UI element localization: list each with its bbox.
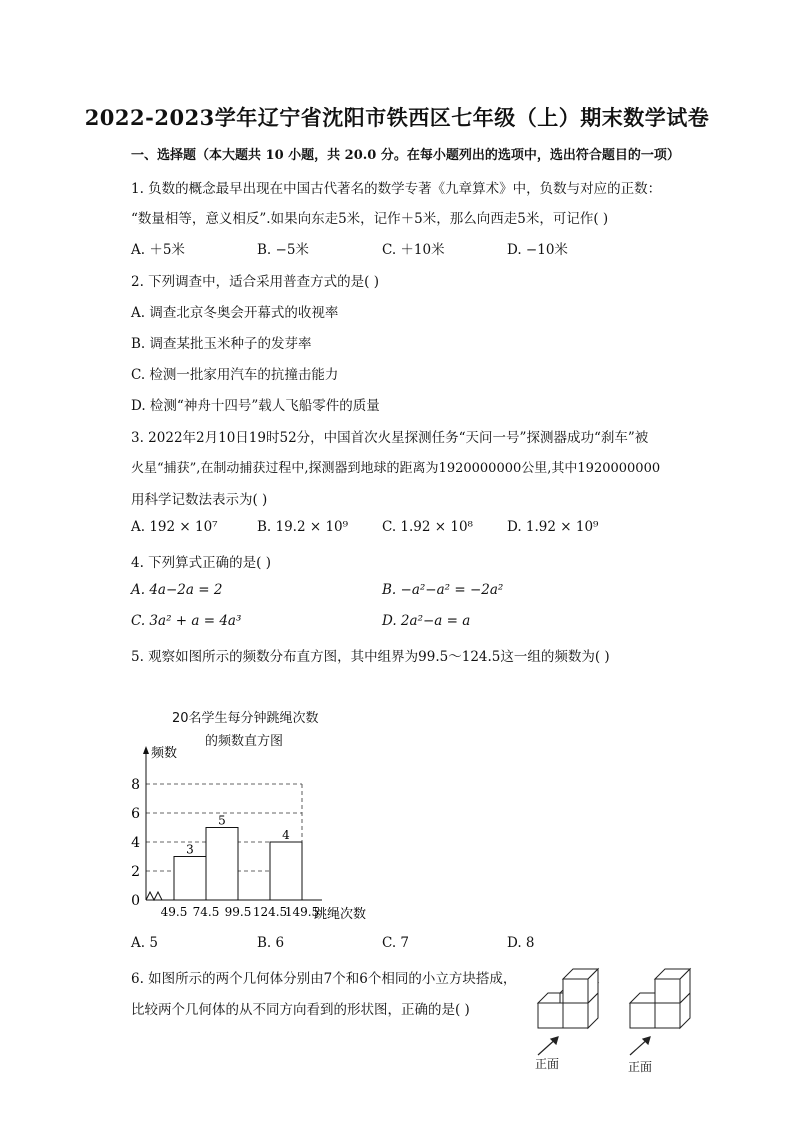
q1-option-b: B. −5米 <box>257 242 309 258</box>
histogram-layer <box>131 745 366 922</box>
q1-option-d: D. −10米 <box>507 242 568 258</box>
q5-option-b: B. 6 <box>257 935 285 951</box>
q2-option-d: D. 检测“神舟十四号”载人飞船零件的质量 <box>131 398 380 414</box>
axis-break-zigzag <box>146 892 174 900</box>
q3-option-d: D. 1.92 × 10⁹ <box>507 519 599 535</box>
x-tick-label-2: 99.5 <box>224 905 252 919</box>
q1-option-a: A. ＋5米 <box>131 242 185 258</box>
front-label-2: 正面 <box>628 1060 653 1074</box>
q3-option-c: C. 1.92 × 10⁸ <box>382 519 473 535</box>
q1-stem-line1: 1. 负数的概念最早出现在中国古代著名的数学专著《九章算术》中，负数与对应的正数： <box>131 181 662 197</box>
q6-stem-line1: 6. 如图所示的两个几何体分别由7个和6个相同的小立方块搭成， <box>131 971 517 987</box>
front-label-1: 正面 <box>535 1057 560 1071</box>
y-tick-label-2: 2 <box>131 864 140 880</box>
q4-option-b: B. −a²−a² = −2a² <box>382 582 504 598</box>
x-tick-label-4: 149.5 <box>284 905 320 919</box>
chart-title: 20名学生每分钟跳绳次数 <box>172 711 319 726</box>
q3-stem-line1: 3. 2022年2月10日19时52分，中国首次火星探测任务“天问一号”探测器成功“刹车”被 <box>131 430 649 446</box>
q2-option-b: B. 调查某批玉米种子的发芽率 <box>131 336 312 352</box>
y-tick-label-0: 0 <box>131 893 140 909</box>
q3-option-b: B. 19.2 × 10⁹ <box>257 519 349 535</box>
y-tick-label-8: 8 <box>131 777 140 793</box>
q1-option-c: C. ＋10米 <box>382 242 445 258</box>
q5-stem: 5. 观察如图所示的频数分布直方图，其中组界为99.5～124.5这一组的频数为( ) <box>131 649 610 665</box>
y-axis-arrow <box>143 746 149 754</box>
histogram-bar-1 <box>206 828 238 901</box>
y-axis-label: 频数 <box>151 746 178 761</box>
x-tick-label-0: 49.5 <box>160 905 188 919</box>
bar-value-label-0: 3 <box>186 842 194 857</box>
q2-stem: 2. 下列调查中，适合采用普查方式的是( ) <box>131 274 379 290</box>
x-tick-label-3: 124.5 <box>252 905 288 919</box>
q4-option-c: C. 3a² + a = 4a³ <box>131 613 242 629</box>
q3-stem-line2: 火星“捕获”,在制动捕获过程中,探测器到地球的距离为1920000000公里,其中1920000000 <box>131 461 661 476</box>
bar-value-label-3: 4 <box>282 828 290 842</box>
x-axis-label: 跳绳次数 <box>314 907 367 922</box>
q3-stem-line3: 用科学记数法表示为( ) <box>131 492 268 508</box>
q4-option-a: A. 4a−2a = 2 <box>131 582 223 598</box>
q5-option-a: A. 5 <box>131 935 158 951</box>
solid-figure-2 <box>622 965 702 1060</box>
q1-stem-line2: “数量相等，意义相反”.如果向东走5米，记作＋5米，那么向西走5米，可记作( ) <box>131 211 609 227</box>
histogram-bar-0 <box>174 857 206 901</box>
exam-title: 2022-2023学年辽宁省沈阳市铁西区七年级（上）期末数学试卷 <box>84 105 710 130</box>
section-heading: 一、选择题（本大题共 10 小题，共 20.0 分。在每小题列出的选项中，选出符合题目的一项） <box>131 148 680 163</box>
chart-subtitle: 的频数直方图 <box>205 734 284 749</box>
q5-option-c: C. 7 <box>382 935 410 951</box>
q6-stem-line2: 比较两个几何体的从不同方向看到的形状图，正确的是( ) <box>131 1002 470 1018</box>
y-tick-label-6: 6 <box>131 806 140 822</box>
q5-option-d: D. 8 <box>507 935 535 951</box>
q2-option-c: C. 检测一批家用汽车的抗撞击能力 <box>131 367 339 383</box>
q4-stem: 4. 下列算式正确的是( ) <box>131 555 271 571</box>
histogram-chart <box>126 740 406 930</box>
histogram-bar-3 <box>270 842 302 900</box>
q3-option-a: A. 192 × 10⁷ <box>131 519 218 535</box>
q2-option-a: A. 调查北京冬奥会开幕式的收视率 <box>131 305 339 321</box>
y-tick-label-4: 4 <box>131 835 140 851</box>
x-tick-label-1: 74.5 <box>192 905 220 919</box>
solid-figure-1 <box>530 965 610 1060</box>
bar-value-label-1: 5 <box>218 813 226 828</box>
q4-option-d: D. 2a²−a = a <box>382 613 471 629</box>
